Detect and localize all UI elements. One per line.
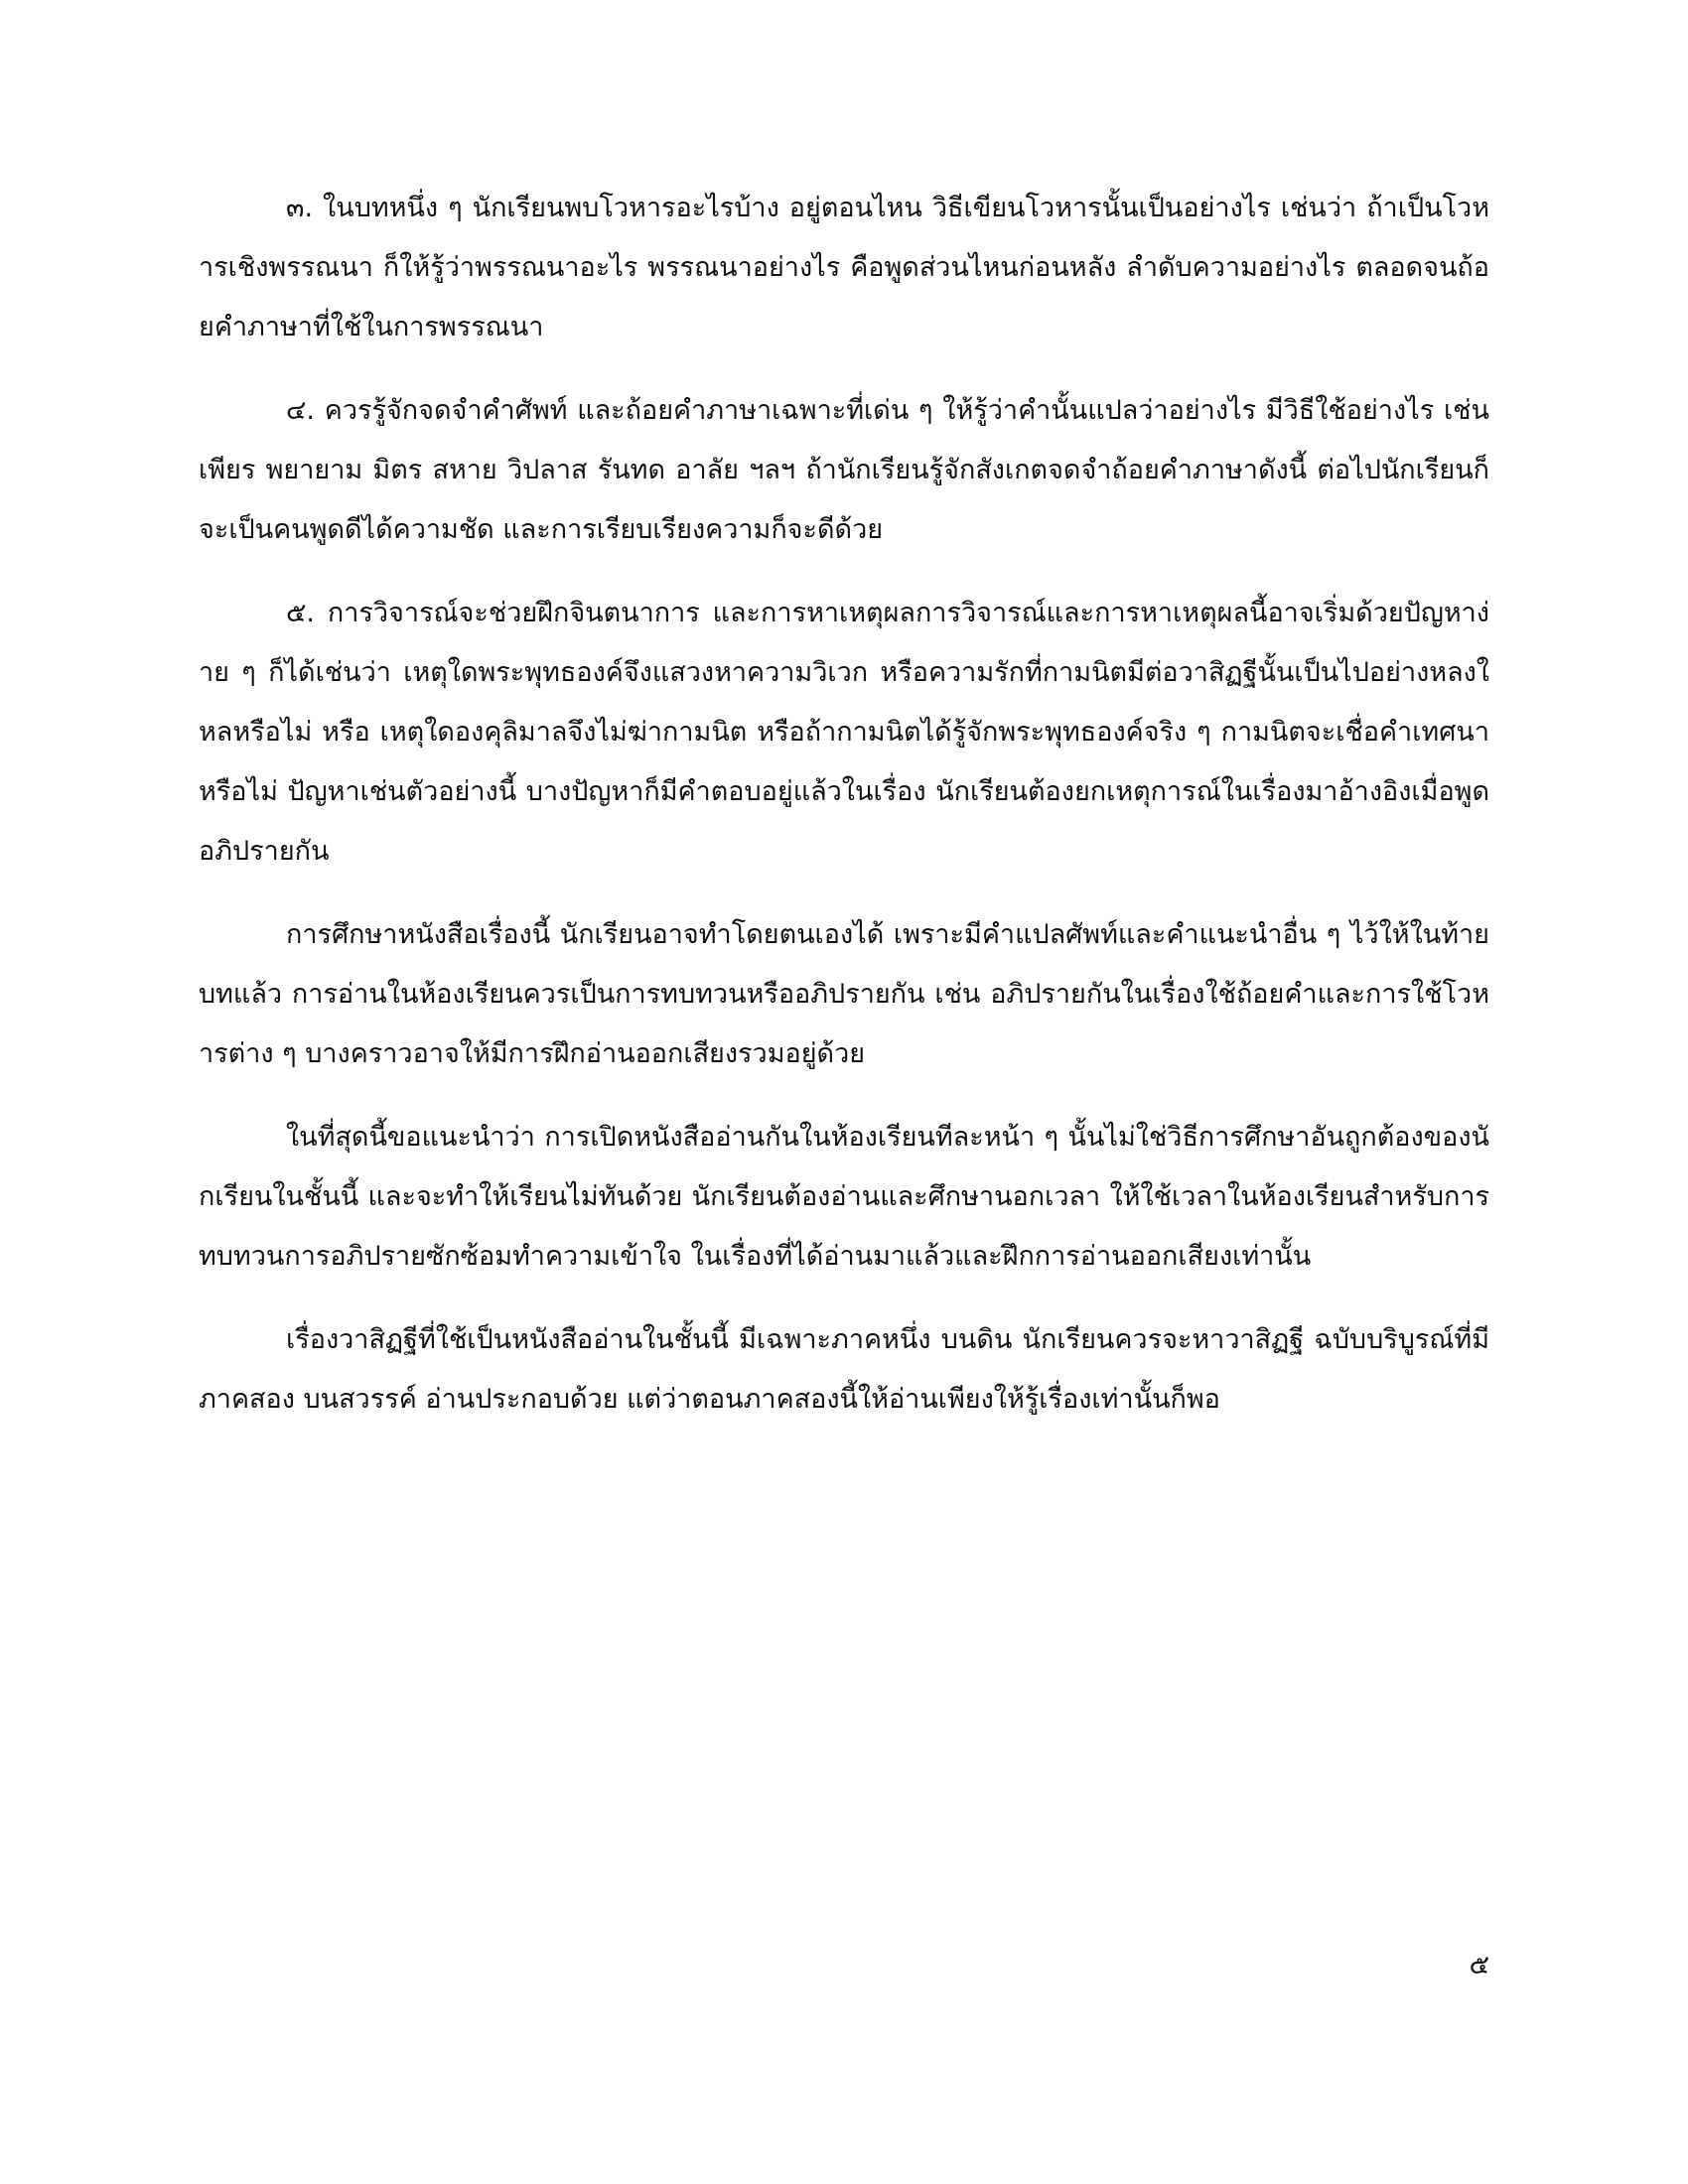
paragraph-item-3: ๓. ในบทหนึ่ง ๆ นักเรียนพบโวหารอะไรบ้าง อยู่ตอนไหน วิธีเขียนโวหารนั้นเป็นอย่างไร เช่นว่า ถ้าเป็นโวหารเชิงพรรณนา ก็ให้รู้ว่าพรรณนาอะไร พรรณนาอย่างไร คือพูดส่วนไหนก่อนหลัง ลำดับความอย่างไร ตลอดจนถ้อยคำภาษาที่ใช้ในการพรรณนา [199,193,1489,342]
page-number: ๕ [1469,1950,1489,1980]
body-text [199,179,1489,1453]
paragraph-study-method: การศึกษาหนังสือเรื่องนี้ นักเรียนอาจทำโดยตนเองได้ เพราะมีคำแปลศัพท์และคำแนะนำอื่น ๆ ไว้ให้ในท้ายบทแล้ว การอ่านในห้องเรียนควรเป็นการทบทวนหรืออภิปรายกัน เช่น อภิปรายกันในเรื่องใช้ถ้อยคำและการใช้โวหารต่าง ๆ บางคราวอาจให้มีการฝึกอ่านออกเสียงรวมอยู่ด้วย [199,919,1489,1069]
paragraph-vasitthi-note: เรื่องวาสิฏฐีที่ใช้เป็นหนังสืออ่านในชั้นนี้ มีเฉพาะภาคหนึ่ง บนดิน นักเรียนควรจะหาวาสิฏฐี ฉบับบริบูรณ์ที่มีภาคสอง บนสวรรค์ อ่านประกอบด้วย แต่ว่าตอนภาคสองนี้ให้อ่านเพียงให้รู้เรื่องเท่านั้นก็พอ [199,1324,1489,1415]
paragraph-item-5: ๕. การวิจารณ์จะช่วยฝึกจินตนาการ และการหาเหตุผลการวิจารณ์และการหาเหตุผลนี้อาจเริ่มด้วยปัญหาง่าย ๆ ก็ได้เช่นว่า เหตุใดพระพุทธองค์จึงแสวงหาความวิเวก หรือความรักที่กามนิตมีต่อวาสิฏฐีนั้นเป็นไปอย่างหลงใหลหรือไม่ หรือ เหตุใดองคุลิมาลจึงไม่ฆ่ากามนิต หรือถ้ากามนิตได้รู้จักพระพุทธองค์จริง ๆ กามนิตจะเชื่อคำเทศนาหรือไม่ ปัญหาเช่นตัวอย่างนี้ บางปัญหาก็มีคำตอบอยู่แล้วในเรื่อง นักเรียนต้องยกเหตุการณ์ในเรื่องมาอ้างอิงเมื่อพูดอภิปรายกัน [199,598,1489,867]
paragraph-item-4: ๔. ควรรู้จักจดจำคำศัพท์ และถ้อยคำภาษาเฉพาะที่เด่น ๆ ให้รู้ว่าคำนั้นแปลว่าอย่างไร มีวิธีใช้อย่างไร เช่น เพียร พยายาม มิตร สหาย วิปลาส รันทด อาลัย ฯลฯ ถ้านักเรียนรู้จักสังเกตจดจำถ้อยคำภาษาดังนี้ ต่อไปนักเรียนก็จะเป็นคนพูดดีได้ความชัด และการเรียบเรียงความก็จะดีด้วย [199,395,1489,545]
paragraph-final-advice: ในที่สุดนี้ขอแนะนำว่า การเปิดหนังสืออ่านกันในห้องเรียนทีละหน้า ๆ นั้นไม่ใช่วิธีการศึกษาอันถูกต้องของนักเรียนในชั้นนี้ และจะทำให้เรียนไม่ทันด้วย นักเรียนต้องอ่านและศึกษานอกเวลา ให้ใช้เวลาในห้องเรียนสำหรับการทบทวนการอภิปรายซักซ้อมทำความเข้าใจ ในเรื่องที่ได้อ่านมาแล้วและฝึกการอ่านออกเสียงเท่านั้น [199,1122,1489,1272]
